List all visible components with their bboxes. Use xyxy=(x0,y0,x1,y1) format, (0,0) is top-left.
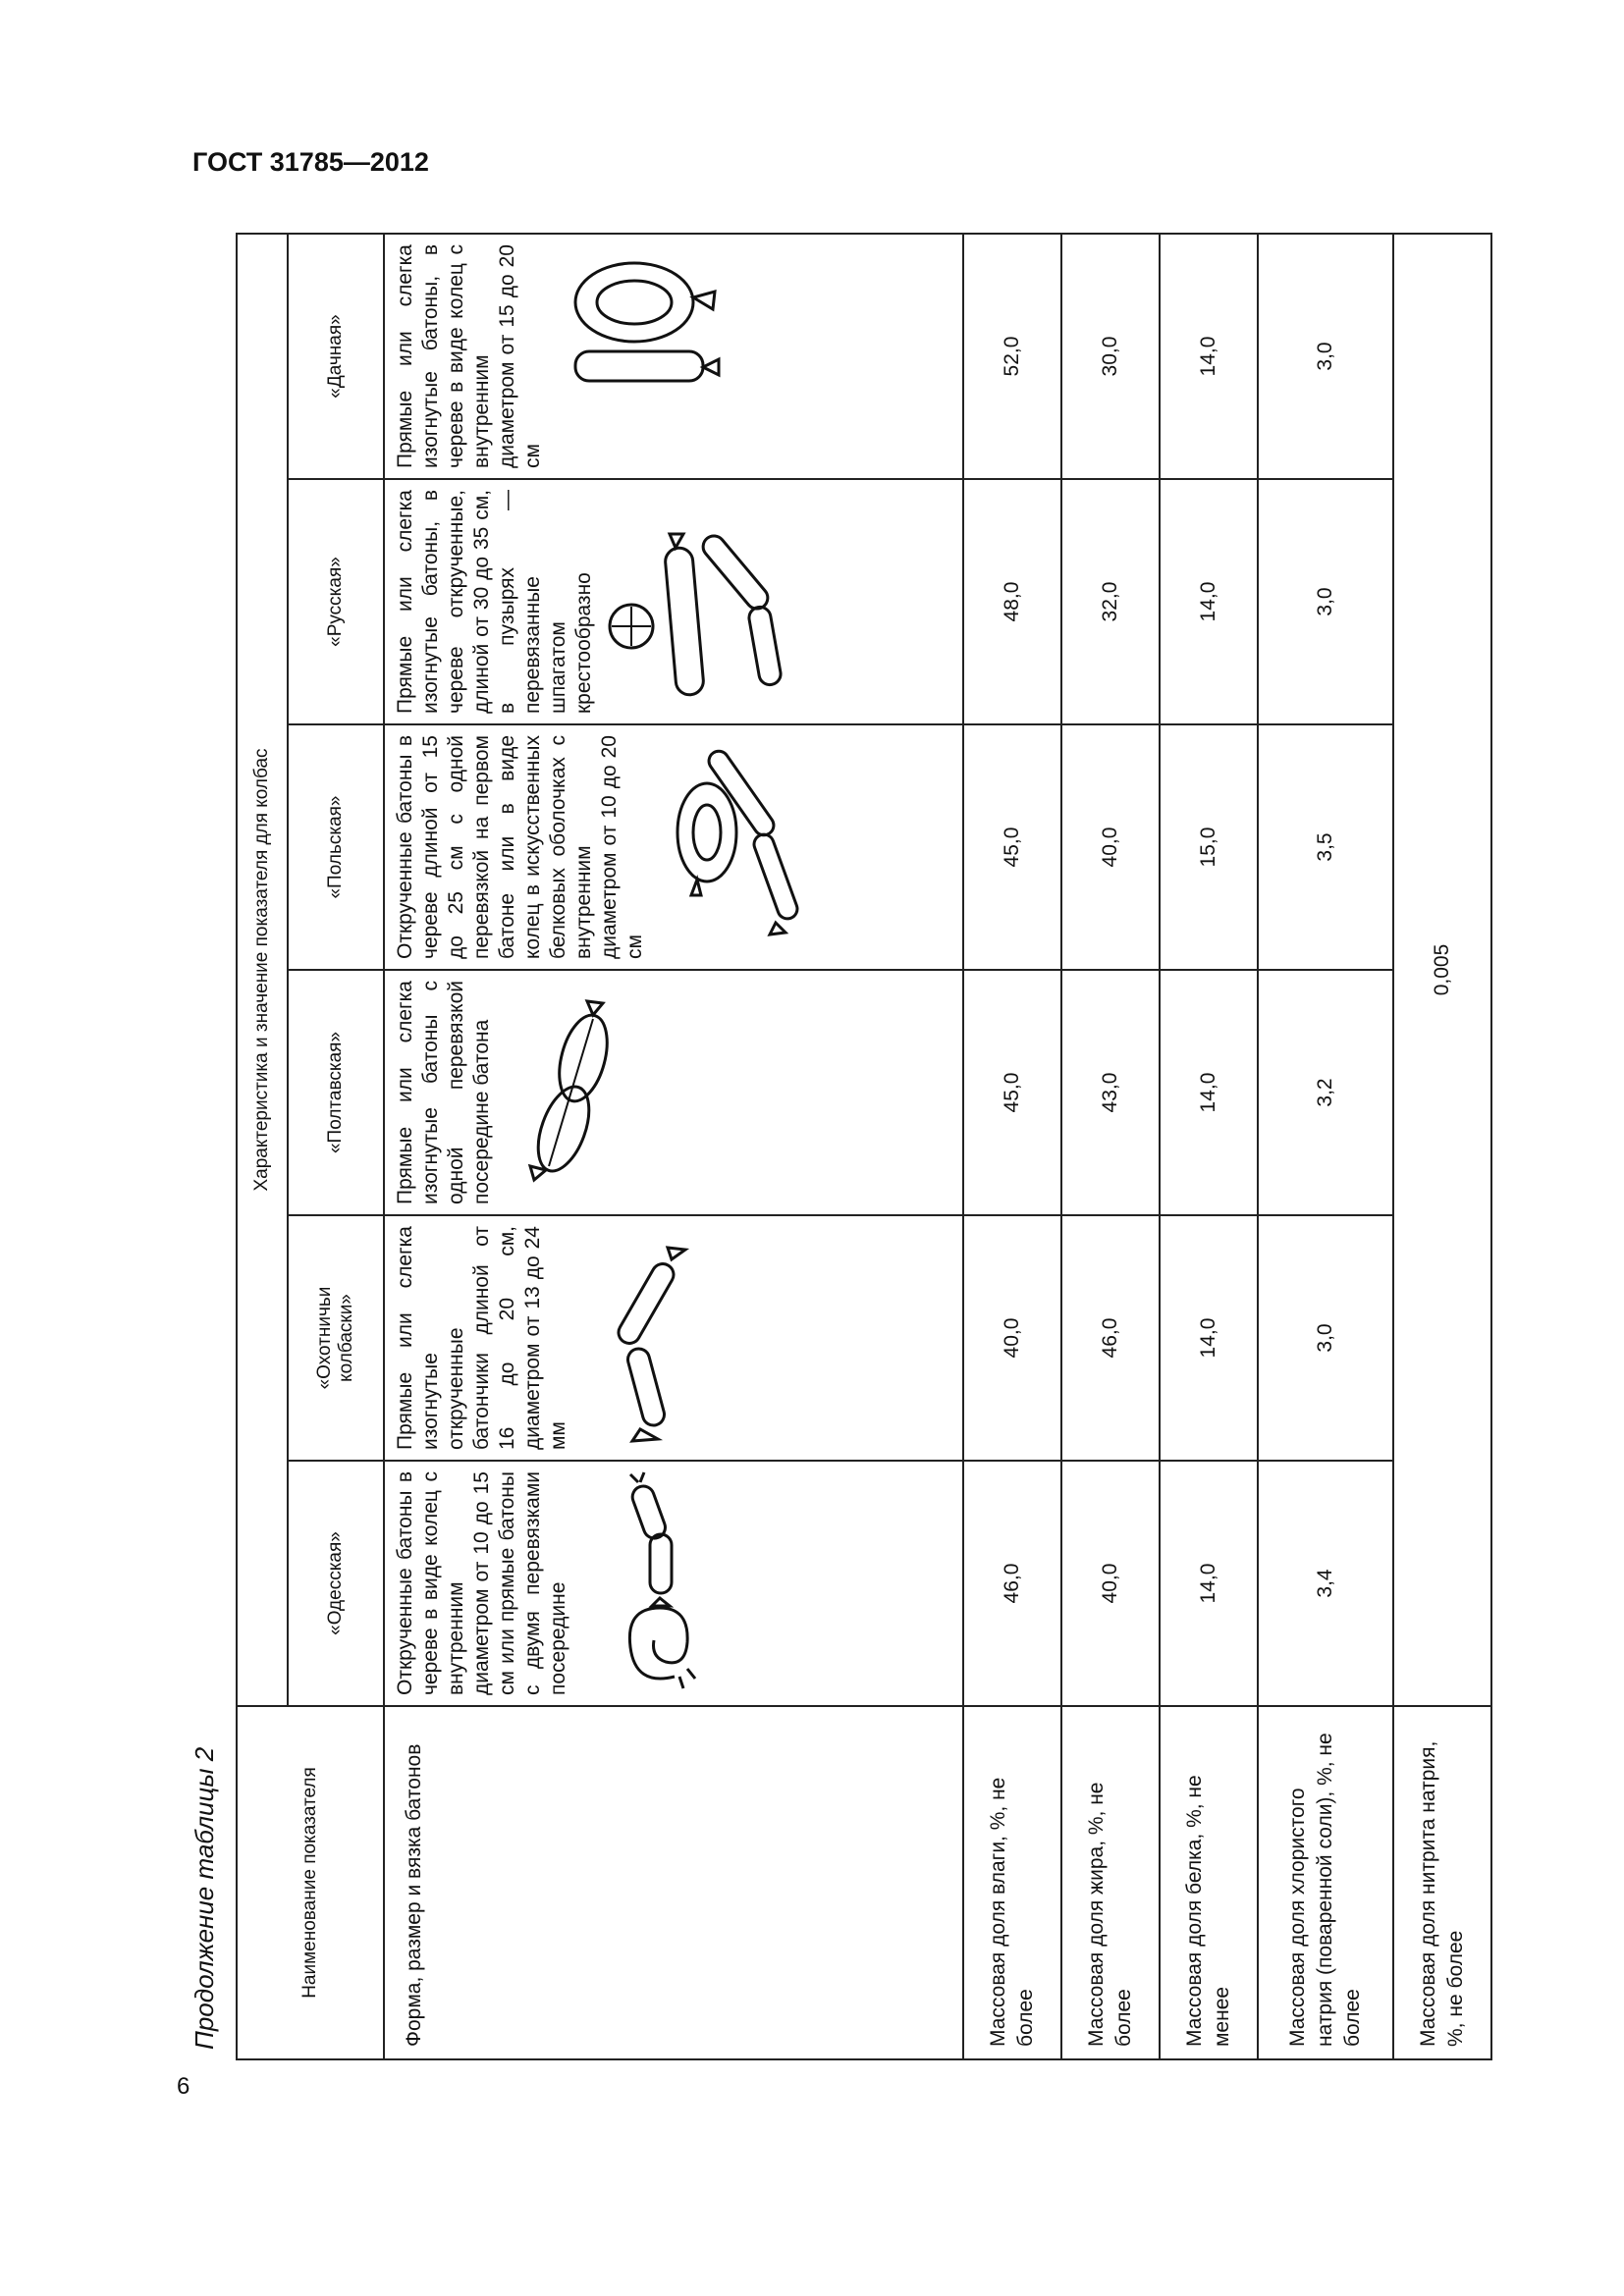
loaf-and-ring-icon xyxy=(556,243,742,469)
form-cell-poltavskaya xyxy=(384,970,963,1215)
cell-salt-russkaya: 3,0 xyxy=(1258,479,1393,724)
cell-salt-odesskaya: 3,4 xyxy=(1258,1461,1393,1706)
cell-moisture-poltavskaya: 45,0 xyxy=(963,970,1061,1215)
cell-moisture-okhotnichi: 40,0 xyxy=(963,1215,1061,1461)
cell-protein-poltavskaya: 14,0 xyxy=(1160,970,1258,1215)
col-name-header: Наименование показателя xyxy=(237,1706,384,2059)
cell-moisture-dachnaya: 52,0 xyxy=(963,234,1061,479)
cell-salt-dachnaya: 3,0 xyxy=(1258,234,1393,479)
twisted-and-ring-icon xyxy=(658,734,825,960)
col-header-poltavskaya: «Полтавская» xyxy=(288,970,384,1215)
col-header-polskaya: «Польская» xyxy=(288,724,384,970)
form-desc-polskaya: Открученные батоны в череве длиной от 15 до 25 см с одной перевязкой на первом батоне или в виде колец в искусственных белковых оболочках с внутренним диаметром от 10 до 20 см xyxy=(394,735,646,959)
cell-fat-russkaya: 32,0 xyxy=(1061,479,1160,724)
cell-fat-odesskaya: 40,0 xyxy=(1061,1461,1160,1706)
cell-fat-polskaya: 40,0 xyxy=(1061,724,1160,970)
col-header-russkaya: «Русская» xyxy=(288,479,384,724)
row-name-salt: Массовая доля хлористого натрия (поваренной соли), %, не более xyxy=(1258,1706,1393,2059)
form-desc-russkaya: Прямые или слегка изогнутые батоны, в череве открученные, длиной от 30 до 35 см, в пузырях — перевязанные шпагатом крестообразно xyxy=(394,490,595,714)
row-name-protein: Массовая доля белка, %, не менее xyxy=(1160,1706,1258,2059)
cell-salt-okhotnichi: 3,0 xyxy=(1258,1215,1393,1461)
row-name-fat: Массовая доля жира, %, не более xyxy=(1061,1706,1160,2059)
cell-fat-poltavskaya: 43,0 xyxy=(1061,970,1160,1215)
page-number: 6 xyxy=(177,2073,190,2100)
cell-moisture-polskaya: 45,0 xyxy=(963,724,1061,970)
rotated-table-container xyxy=(236,235,1492,2060)
group-header: Характеристика и значение показателя для колбас xyxy=(237,234,288,1706)
document-code: ГОСТ 31785—2012 xyxy=(192,147,429,177)
table-caption: Продолжение таблицы 2 xyxy=(189,1746,219,2050)
loaf-and-bladder-icon xyxy=(607,489,793,715)
col-header-dachnaya: «Дачная» xyxy=(288,234,384,479)
cell-salt-poltavskaya: 3,2 xyxy=(1258,970,1393,1215)
tied-loaf-icon xyxy=(505,980,632,1205)
form-desc-odesskaya: Открученные батоны в череве в виде колец с внутренним диаметром от 10 до 15 см или прямые батоны с двумя перевязками посередине xyxy=(394,1471,569,1695)
cell-moisture-odesskaya: 46,0 xyxy=(963,1461,1061,1706)
form-cell-odesskaya xyxy=(384,1461,963,1706)
cell-moisture-russkaya: 48,0 xyxy=(963,479,1061,724)
cell-protein-odesskaya: 14,0 xyxy=(1160,1461,1258,1706)
cell-fat-okhotnichi: 46,0 xyxy=(1061,1215,1160,1461)
twisted-links-icon xyxy=(581,1225,699,1451)
cell-protein-russkaya: 14,0 xyxy=(1160,479,1258,724)
sausage-indicators-table xyxy=(236,233,1492,2060)
form-cell-dachnaya xyxy=(384,234,963,479)
form-desc-poltavskaya: Прямые или слегка изогнутые батоны с одной перевязкой посередине батона xyxy=(394,981,493,1204)
form-cell-polskaya xyxy=(384,724,963,970)
row-name-form: Форма, размер и вязка батонов xyxy=(384,1706,963,2059)
cell-protein-okhotnichi: 14,0 xyxy=(1160,1215,1258,1461)
cell-fat-dachnaya: 30,0 xyxy=(1061,234,1160,479)
form-cell-russkaya xyxy=(384,479,963,724)
row-name-nitrite: Массовая доля нитрита натрия, %, не более xyxy=(1393,1706,1491,2059)
form-cell-okhotnichi xyxy=(384,1215,963,1461)
col-header-okhotnichi: «Охотничьи колбаски» xyxy=(288,1215,384,1461)
form-desc-okhotnichi: Прямые или слегка изогнутые открученные батончики длиной от 16 до 20 см, диаметром от 13 до 24 мм xyxy=(394,1226,569,1450)
row-name-moisture: Массовая доля влаги, %, не более xyxy=(963,1706,1061,2059)
col-header-odesskaya: «Одесская» xyxy=(288,1461,384,1706)
cell-salt-polskaya: 3,5 xyxy=(1258,724,1393,970)
cell-nitrite-all: 0,005 xyxy=(1393,234,1491,1706)
cell-protein-dachnaya: 14,0 xyxy=(1160,234,1258,479)
ring-and-twisted-icon xyxy=(581,1470,719,1696)
cell-protein-polskaya: 15,0 xyxy=(1160,724,1258,970)
form-desc-dachnaya: Прямые или слегка изогнутые батоны, в череве в виде колец с внутренним диаметром от 15 до 20 см xyxy=(394,244,544,468)
